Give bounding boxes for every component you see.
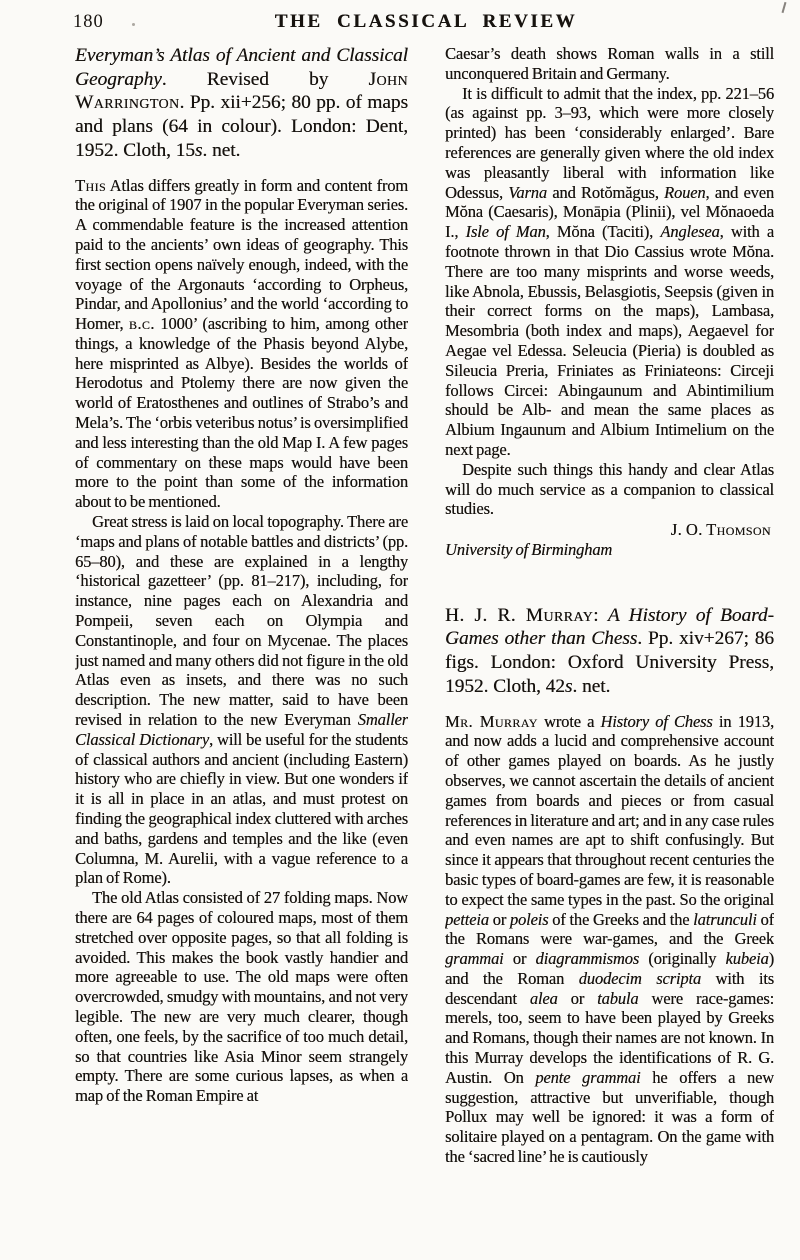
review-1-paragraph-1: This Atlas differs greatly in form and content from the original of 1907 in the popular Everyman series. A commendable feature is the increased attention paid to the ancients’ own ideas of geography. This first section opens naïvely enough, indeed, with the voyage of the Argonauts ‘according to Orpheus, Pindar, and Apollonius’ and the world ‘according to Homer, b.c. 1000’ (ascribing to him, among other things, a knowledge of the Phasis beyond Alybe, here misprinted as Albye). Besides the worlds of Herodotus and Ptolemy there are now given the world of Eratosthenes and outlines of Strabo’s and Mela’s. The ‘orbis veteribus notus’ is oversimplified and less interesting than the old Map I. A few pages of commentary on these maps would have been more to the point than some of the information about to be mentioned. bbox=[75, 175, 408, 512]
scan-artifact-mark bbox=[782, 2, 787, 13]
review-1-heading: Everyman’s Atlas of Ancient and Classical Geography. Revised by John Warrington. Pp. xii+256; 80 pp. of maps and plans (64 in colour). London: Dent, 1952. Cloth, 15s. net. bbox=[75, 45, 408, 161]
column-right bbox=[445, 44, 774, 1260]
column-left bbox=[75, 44, 408, 1260]
page-header bbox=[0, 0, 800, 42]
two-column-text-block bbox=[75, 44, 774, 1260]
review-1-paragraph-3-part-1: The old Atlas consisted of 27 folding maps. Now there are 64 pages of coloured maps, most of them stretched over opposite pages, so that all folding is avoided. This makes the book vastly handier and more agreeable to use. The old maps were often overcrowded, smudgy with mountains, and not very legible. The new are very much clearer, though often, one feels, by the sacrifice of too much detail, so that countries like Asia Minor seem strangely empty. There are some curious lapses, as when a map of the Roman Empire at bbox=[75, 888, 408, 1106]
review-1-paragraph-5: Despite such things this handy and clear Atlas will do much service as a companion to classical studies. bbox=[445, 459, 774, 519]
journal-title: THE CLASSICAL REVIEW bbox=[274, 11, 578, 32]
review-1-paragraph-4: It is difficult to admit that the index, pp. 221–56 (as against pp. 3–93, which were more closely printed) has been ‘considerably enlarged’. Bare references are generally given where the old index was pleasantly liberal with information like Odessus, Varna and Rotŏmăgus, Rouen, and even Mŏna (Caesaris), Monāpia (Plinii), vel Mŏnaoeda I., Isle of Man, Mŏna (Taciti), Anglesea, with a footnote thrown in that Dio Cassius wrote Mŏna. There are too many misprints and worse weeds, like Abnola, Ebussis, Belasgiotis, Seepsis (given in their correct forms on the maps), Lambasa, Mesombria (both index and maps), Aegaevel for Aegae vel Edessa. Seleucia (Pieria) is doubled as Sileucia Preria, Friniates as Friniateons: Circeji follows Circei: Abingaunum and Abintimilium should be Alb- and mean the same places as Albium Ingaunum and Albium Intimelium on the next page. bbox=[445, 83, 774, 459]
review-everyman-atlas-continued bbox=[445, 44, 774, 560]
review-2-heading: H. J. R. Murray: A History of Board-Games other than Chess. Pp. xiv+267; 86 figs. London: Oxford University Press, 1952. Cloth, 42s. net. bbox=[445, 604, 774, 697]
review-murray-board-games bbox=[445, 604, 774, 1167]
page-number: 180 bbox=[73, 12, 104, 32]
scan-artifact-dot bbox=[132, 23, 135, 26]
reviewer-affiliation: University of Birmingham bbox=[445, 539, 613, 559]
reviewer-name: J. O. Thomson bbox=[670, 520, 771, 540]
review-1-paragraph-2: Great stress is laid on local topography. There are ‘maps and plans of notable battles and districts’ (pp. 65–80), and these are explained in a lengthy ‘historical gazetteer’ (pp. 81–217), including, for instance, nine pages each on Alexandria and Pompeii, seven each on Olympia and Constantinople, and four on Mycenae. The places just named and many others did not figure in the old Atlas even as insets, and there was no such description. The new matter, said to have been revised in relation to the new Everyman Smaller Classical Dictionary, will be useful for the students of classical authors and ancient (including Eastern) history who are chiefly in view. But one wonders if it is all in place in an atlas, and must protest on finding the geographical index cluttered with arches and baths, gardens and temples and the like (even Columna, M. Aurelii, with a vague reference to a plan of Rome). bbox=[75, 512, 408, 888]
review-everyman-atlas bbox=[75, 44, 408, 1106]
reviewer-signature bbox=[445, 520, 774, 560]
review-1-paragraph-3-part-2: Caesar’s death shows Roman walls in a still unconquered Britain and Germany. bbox=[445, 44, 774, 83]
review-2-paragraph-1: Mr. Murray wrote a History of Chess in 1913, and now adds a lucid and comprehensive account of other games played on boards. As he justly observes, we cannot ascertain the details of ancient games from boards and pieces or from casual references in literature and art; and in any case rules and even names are apt to shift confusingly. But since it appears that throughout recent centuries the basic types of board-games are few, it is reasonable to expect the same types in the past. So the original petteia or poleis of the Greeks and the latrunculi of the Romans were war-games, and the Greek grammai or diagrammismos (originally kubeia) and the Roman duodecim scripta with its descendant alea or tabula were race-games: merels, too, seem to have been played by Greeks and Romans, though their names are not known. In this Murray develops the identifications of R. G. Austin. On pente grammai he offers a new suggestion, attractive but unverifiable, though Pollux may well be ignored: it was a form of solitaire played on a pentagram. On the game with the ‘sacred line’ he is cautiously bbox=[445, 711, 774, 1167]
